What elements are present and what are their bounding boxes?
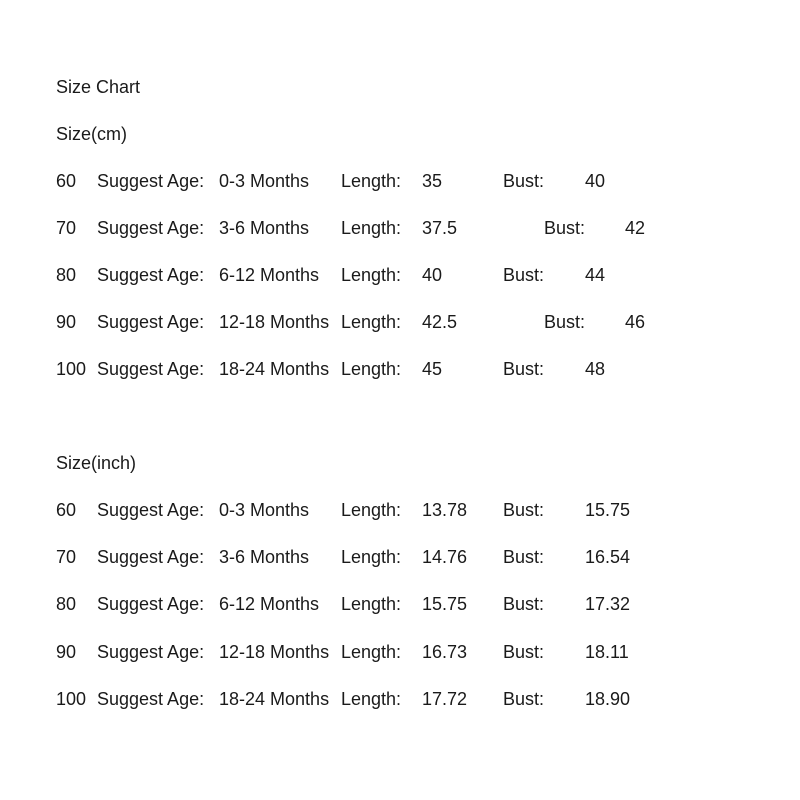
age-value: 6-12 Months — [219, 594, 320, 614]
bust-value: 48 — [585, 359, 606, 379]
length-value: 35 — [422, 171, 443, 191]
bust-value: 18.90 — [585, 689, 631, 709]
age-value: 12-18 Months — [219, 642, 330, 662]
length-value: 42.5 — [422, 312, 458, 332]
bust-label: Bust: — [503, 500, 545, 520]
age-label: Suggest Age: — [97, 265, 205, 285]
bust-value: 15.75 — [585, 500, 631, 520]
age-value: 3-6 Months — [219, 547, 310, 567]
age-label: Suggest Age: — [97, 171, 205, 191]
bust-label: Bust: — [503, 642, 545, 662]
length-value: 37.5 — [422, 218, 458, 238]
length-label: Length: — [341, 265, 402, 285]
size-value: 100 — [56, 359, 87, 379]
length-value: 17.72 — [422, 689, 468, 709]
bust-value: 40 — [585, 171, 606, 191]
length-label: Length: — [341, 218, 402, 238]
bust-value: 16.54 — [585, 547, 631, 567]
length-label: Length: — [341, 689, 402, 709]
bust-value: 44 — [585, 265, 606, 285]
length-value: 15.75 — [422, 594, 468, 614]
size-value: 60 — [56, 500, 77, 520]
bust-value: 42 — [625, 218, 646, 238]
section-heading: Size(inch) — [56, 453, 137, 473]
age-value: 0-3 Months — [219, 500, 310, 520]
age-label: Suggest Age: — [97, 594, 205, 614]
length-label: Length: — [341, 312, 402, 332]
bust-value: 46 — [625, 312, 646, 332]
age-value: 18-24 Months — [219, 689, 330, 709]
bust-label: Bust: — [544, 218, 586, 238]
age-label: Suggest Age: — [97, 500, 205, 520]
length-value: 40 — [422, 265, 443, 285]
age-label: Suggest Age: — [97, 359, 205, 379]
age-value: 6-12 Months — [219, 265, 320, 285]
bust-label: Bust: — [503, 547, 545, 567]
size-value: 80 — [56, 594, 77, 614]
length-label: Length: — [341, 500, 402, 520]
age-label: Suggest Age: — [97, 689, 205, 709]
size-value: 90 — [56, 642, 77, 662]
age-value: 18-24 Months — [219, 359, 330, 379]
size-value: 70 — [56, 547, 77, 567]
bust-label: Bust: — [544, 312, 586, 332]
bust-label: Bust: — [503, 594, 545, 614]
age-label: Suggest Age: — [97, 218, 205, 238]
length-value: 16.73 — [422, 642, 468, 662]
length-label: Length: — [341, 359, 402, 379]
age-value: 12-18 Months — [219, 312, 330, 332]
age-value: 3-6 Months — [219, 218, 310, 238]
length-value: 14.76 — [422, 547, 468, 567]
age-label: Suggest Age: — [97, 642, 205, 662]
page-title: Size Chart — [56, 77, 141, 97]
bust-label: Bust: — [503, 265, 545, 285]
age-label: Suggest Age: — [97, 312, 205, 332]
length-value: 13.78 — [422, 500, 468, 520]
length-label: Length: — [341, 642, 402, 662]
bust-value: 18.11 — [585, 642, 629, 662]
bust-label: Bust: — [503, 689, 545, 709]
section-heading: Size(cm) — [56, 124, 127, 144]
size-value: 90 — [56, 312, 77, 332]
length-label: Length: — [341, 171, 402, 191]
length-label: Length: — [341, 547, 402, 567]
age-value: 0-3 Months — [219, 171, 310, 191]
size-value: 70 — [56, 218, 77, 238]
bust-label: Bust: — [503, 171, 545, 191]
age-label: Suggest Age: — [97, 547, 205, 567]
size-value: 100 — [56, 689, 87, 709]
size-value: 60 — [56, 171, 77, 191]
size-value: 80 — [56, 265, 77, 285]
length-value: 45 — [422, 359, 443, 379]
bust-value: 17.32 — [585, 594, 631, 614]
bust-label: Bust: — [503, 359, 545, 379]
length-label: Length: — [341, 594, 402, 614]
